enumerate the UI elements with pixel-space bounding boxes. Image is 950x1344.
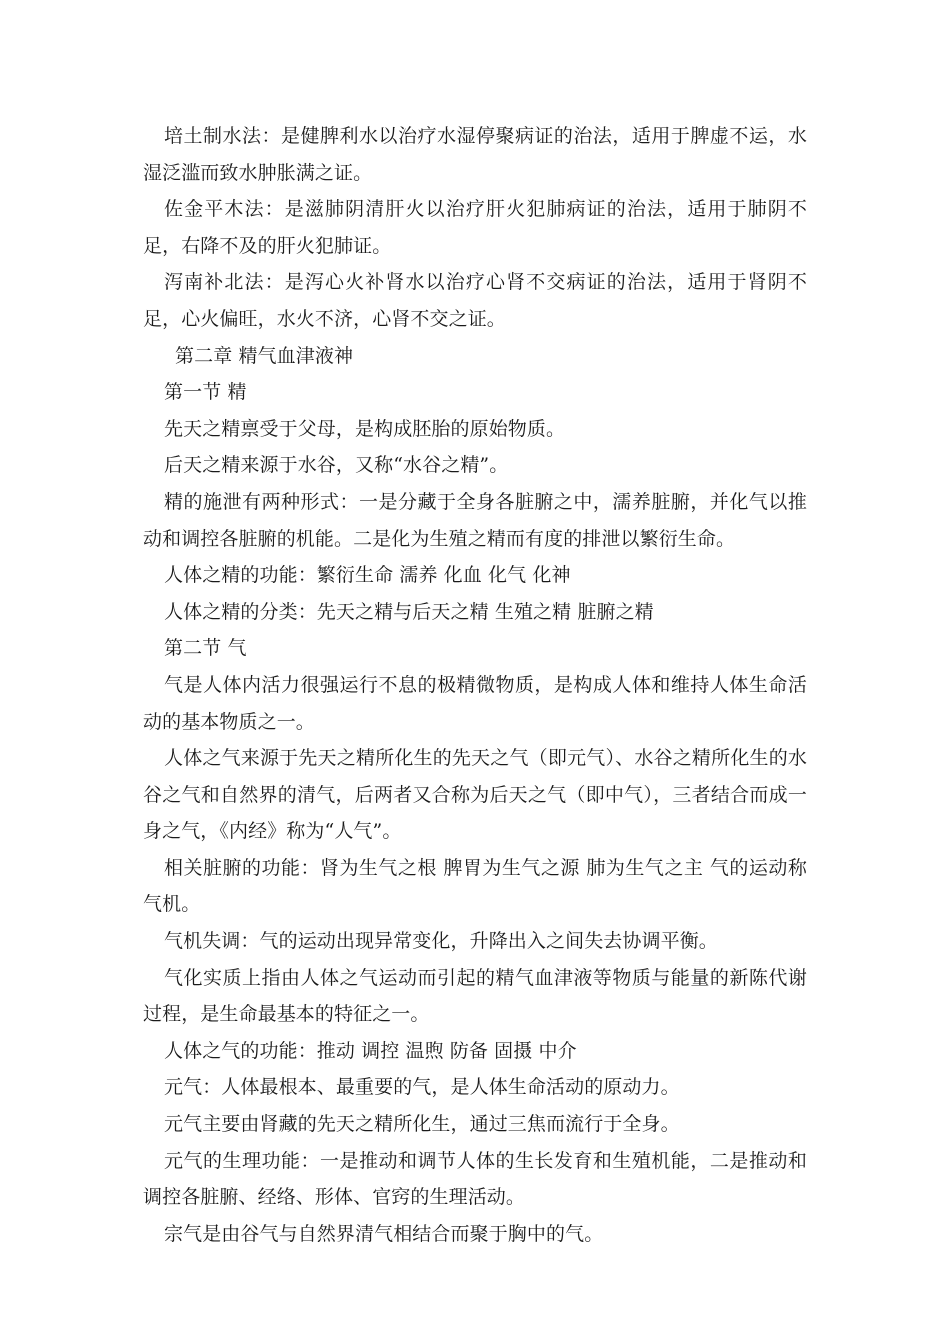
document-body	[143, 118, 807, 1252]
paragraph-qihua: 气化实质上指由人体之气运动而引起的精气血津液等物质与能量的新陈代谢过程，是生命最基本的特征之一。	[143, 966, 807, 1026]
paragraph-qi-gongneng: 人体之气的功能：推动 调控 温煦 防备 固摄 中介	[164, 1039, 577, 1062]
paragraph-jing-gongneng: 人体之精的功能：繁衍生命 濡养 化血 化气 化神	[164, 564, 571, 587]
paragraph-zangfu-gongneng: 相关脏腑的功能：肾为生气之根 脾胃为生气之源 肺为生气之主 气的运动称气机。	[143, 856, 807, 916]
paragraph-zongqi: 宗气是由谷气与自然界清气相结合而聚于胸中的气。	[164, 1222, 604, 1245]
paragraph-yuanqi-source: 元气主要由肾藏的先天之精所化生，通过三焦而流行于全身。	[164, 1113, 680, 1136]
paragraph-qi-definition: 气是人体内活力很强运行不息的极精微物质，是构成人体和维持人体生命活动的基本物质之一。	[143, 673, 807, 733]
paragraph-xiantian-jing: 先天之精禀受于父母，是构成胚胎的原始物质。	[164, 417, 566, 440]
paragraph-qiji-shitiao: 气机失调：气的运动出现异常变化，升降出入之间失去协调平衡。	[164, 930, 718, 953]
paragraph-peitu-zhishui: 培土制水法：是健脾利水以治疗水湿停聚病证的治法，适用于脾虚不运，水湿泛滥而致水肿胀满之证。	[143, 125, 807, 184]
paragraph-qi-source: 人体之气来源于先天之精所化生的先天之气（即元气）、水谷之精所化生的水谷之气和自然界的清气，后两者又合称为后天之气（即中气），三者结合而成一身之气，《内经》称为“人气”。	[143, 747, 807, 843]
section-heading-qi: 第二节 气	[164, 637, 247, 660]
paragraph-yuanqi-definition: 元气：人体最根本、最重要的气，是人体生命活动的原动力。	[164, 1076, 680, 1099]
paragraph-houtian-jing: 后天之精来源于水谷，又称“水谷之精”。	[164, 454, 509, 477]
paragraph-jing-fenlei: 人体之精的分类：先天之精与后天之精 生殖之精 脏腑之精	[164, 600, 654, 623]
paragraph-xienan-bubei: 泻南补北法：是泻心火补肾水以治疗心肾不交病证的治法，适用于肾阴不足，心火偏旺，水火不济，心肾不交之证。	[143, 271, 807, 330]
paragraph-yuanqi-gongneng: 元气的生理功能：一是推动和调节人体的生长发育和生殖机能，二是推动和调控各脏腑、经络、形体、官窍的生理活动。	[143, 1149, 807, 1209]
paragraph-zuojin-pingmu: 佐金平木法：是滋肺阴清肝火以治疗肝火犯肺病证的治法，适用于肺阴不足，右降不及的肝火犯肺证。	[143, 198, 807, 257]
paragraph-jing-shixie: 精的施泄有两种形式：一是分藏于全身各脏腑之中，濡养脏腑，并化气以推动和调控各脏腑的机能。二是化为生殖之精而有度的排泄以繁衍生命。	[143, 490, 807, 550]
section-heading-jing: 第一节 精	[164, 381, 247, 404]
chapter-heading: 第二章 精气血津液神	[175, 344, 354, 367]
